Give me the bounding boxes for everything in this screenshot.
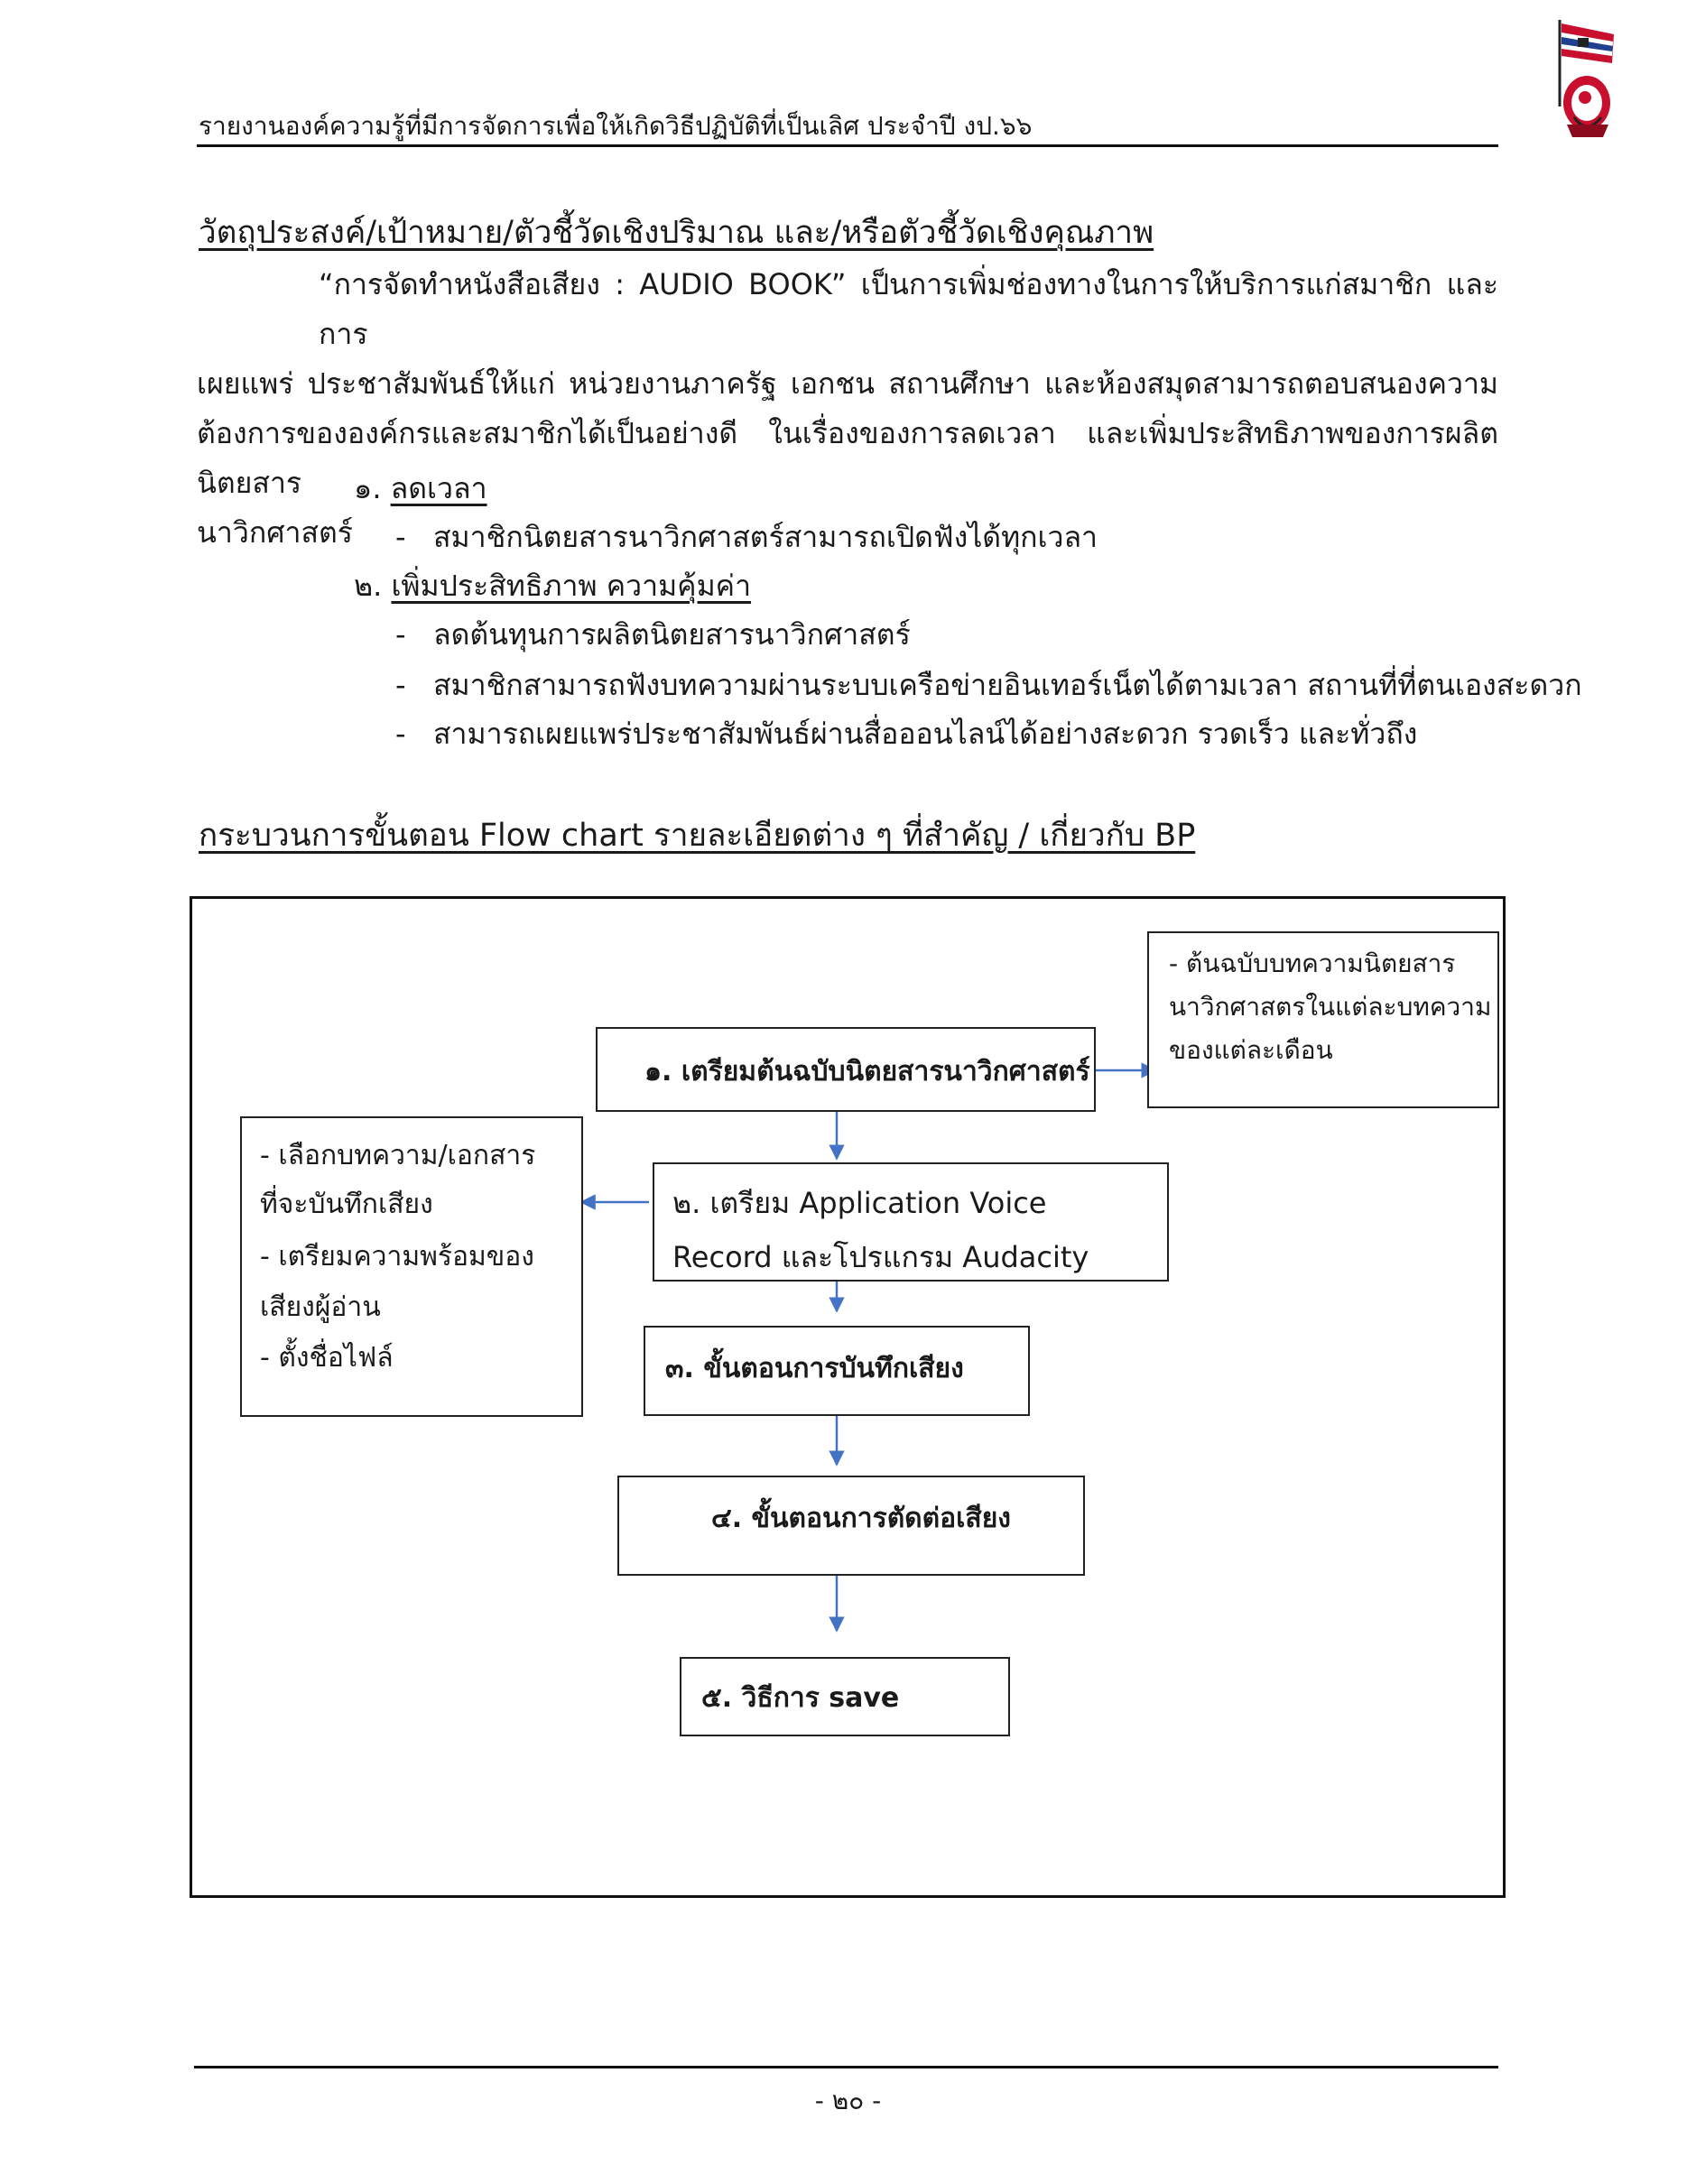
objectives-paragraph (197, 260, 1498, 558)
flow-note-line: นาวิกศาสตรในแต่ละบทความ (1169, 992, 1492, 1022)
page-number: - ๒๐ - (814, 2086, 882, 2115)
item-number: ๑. (354, 471, 382, 505)
flowchart-frame (190, 896, 1506, 1898)
objective-item-1 (354, 466, 487, 512)
flow-note-line: - ต้นฉบับบทความนิตยสาร (1169, 949, 1456, 978)
bullet-dash: - (395, 520, 406, 554)
flow-step-label: ๔. ขั้นตอนการตัดต่อเสียง (711, 1503, 1011, 1534)
flow-step-2 (653, 1162, 1169, 1282)
flow-step-label: Record และโปรแกรม Audacity (672, 1240, 1089, 1274)
flow-note-line: ของแต่ละเดือน (1169, 1035, 1333, 1065)
flow-step-3 (644, 1326, 1030, 1416)
item-label: เพิ่มประสิทธิภาพ ความคุ้มค่า (391, 569, 752, 603)
flow-note-line: ที่จะบันทึกเสียง (260, 1189, 433, 1220)
bullet-dash: - (395, 717, 406, 751)
bullet-text: สามารถเผยแพร่ประชาสัมพันธ์ผ่านสื่อออนไลน์ได้อย่างสะดวก รวดเร็ว และทั่วถึง (433, 717, 1418, 751)
paragraph-line: เผยแพร่ ประชาสัมพันธ์ให้แก่ หน่วยงานภาครัฐ เอกชน สถานศึกษา และห้องสมุดสามารถตอบสนองความ (197, 366, 1498, 401)
bullet-item (395, 662, 1582, 708)
flow-note-source (1147, 931, 1499, 1108)
flow-note-line: เสียงผู้อ่าน (260, 1291, 381, 1323)
header-divider (197, 144, 1498, 147)
flow-note-line: - เลือกบทความ/เอกสาร (260, 1140, 536, 1171)
bullet-item (395, 711, 1417, 757)
flow-step-label: ๑. เตรียมต้นฉบับนิตยสารนาวิกศาสตร์ (644, 1056, 1090, 1087)
paragraph-line: “การจัดทำหนังสือเสียง : AUDIO BOOK” เป็นการเพิ่มช่องทางในการให้บริการแก่สมาชิก และการ (319, 267, 1498, 351)
flow-step-1 (596, 1027, 1096, 1112)
flow-step-label: ๓. ขั้นตอนการบันทึกเสียง (665, 1353, 964, 1384)
flow-step-4 (617, 1476, 1085, 1576)
navy-emblem-logo (1551, 16, 1625, 143)
objectives-heading: วัตถุประสงค์/เป้าหมาย/ตัวชี้วัดเชิงปริมาณ และ/หรือตัวชี้วัดเชิงคุณภาพ (199, 215, 1154, 251)
footer-divider (194, 2066, 1498, 2068)
bullet-text: สมาชิกนิตยสารนาวิกศาสตร์สามารถเปิดฟังได้ทุกเวลา (433, 520, 1098, 554)
bullet-item (395, 514, 1098, 560)
process-heading: กระบวนการขั้นตอน Flow chart รายละเอียดต่าง ๆ ที่สำคัญ / เกี่ยวกับ BP (199, 818, 1196, 854)
flow-step-label: ๕. วิธีการ save (701, 1682, 900, 1714)
bullet-text: ลดต้นทุนการผลิตนิตยสารนาวิกศาสตร์ (433, 617, 911, 652)
flow-note-line: - เตรียมความพร้อมของ (260, 1241, 534, 1272)
bullet-item (395, 612, 911, 658)
flow-note-recording-prep (240, 1116, 583, 1417)
flow-step-label: ๒. เตรียม Application Voice (672, 1186, 1047, 1220)
bullet-dash: - (395, 617, 406, 652)
flow-step-5 (680, 1657, 1010, 1736)
paragraph-line: นาวิกศาสตร์ (197, 515, 353, 550)
objective-item-2 (354, 563, 751, 609)
bullet-text: สมาชิกสามารถฟังบทความผ่านระบบเครือข่ายอินเทอร์เน็ตได้ตามเวลา สถานที่ที่ตนเองสะดวก (433, 668, 1582, 702)
report-header-title: รายงานองค์ความรู้ที่มีการจัดการเพื่อให้เกิดวิธีปฏิบัติที่เป็นเลิศ ประจำปี งป.๖๖ (199, 111, 1033, 141)
flow-note-line: - ตั้งชื่อไฟล์ (260, 1342, 394, 1374)
item-label: ลดเวลา (390, 471, 487, 505)
bullet-dash: - (395, 668, 406, 702)
paragraph-line: ต้องการขององค์กรและสมาชิกได้เป็นอย่างดี ในเรื่องของการลดเวลา และเพิ่มประสิทธิภาพของการผลิตนิตยสาร (197, 416, 1498, 500)
item-number: ๒. (354, 569, 383, 603)
